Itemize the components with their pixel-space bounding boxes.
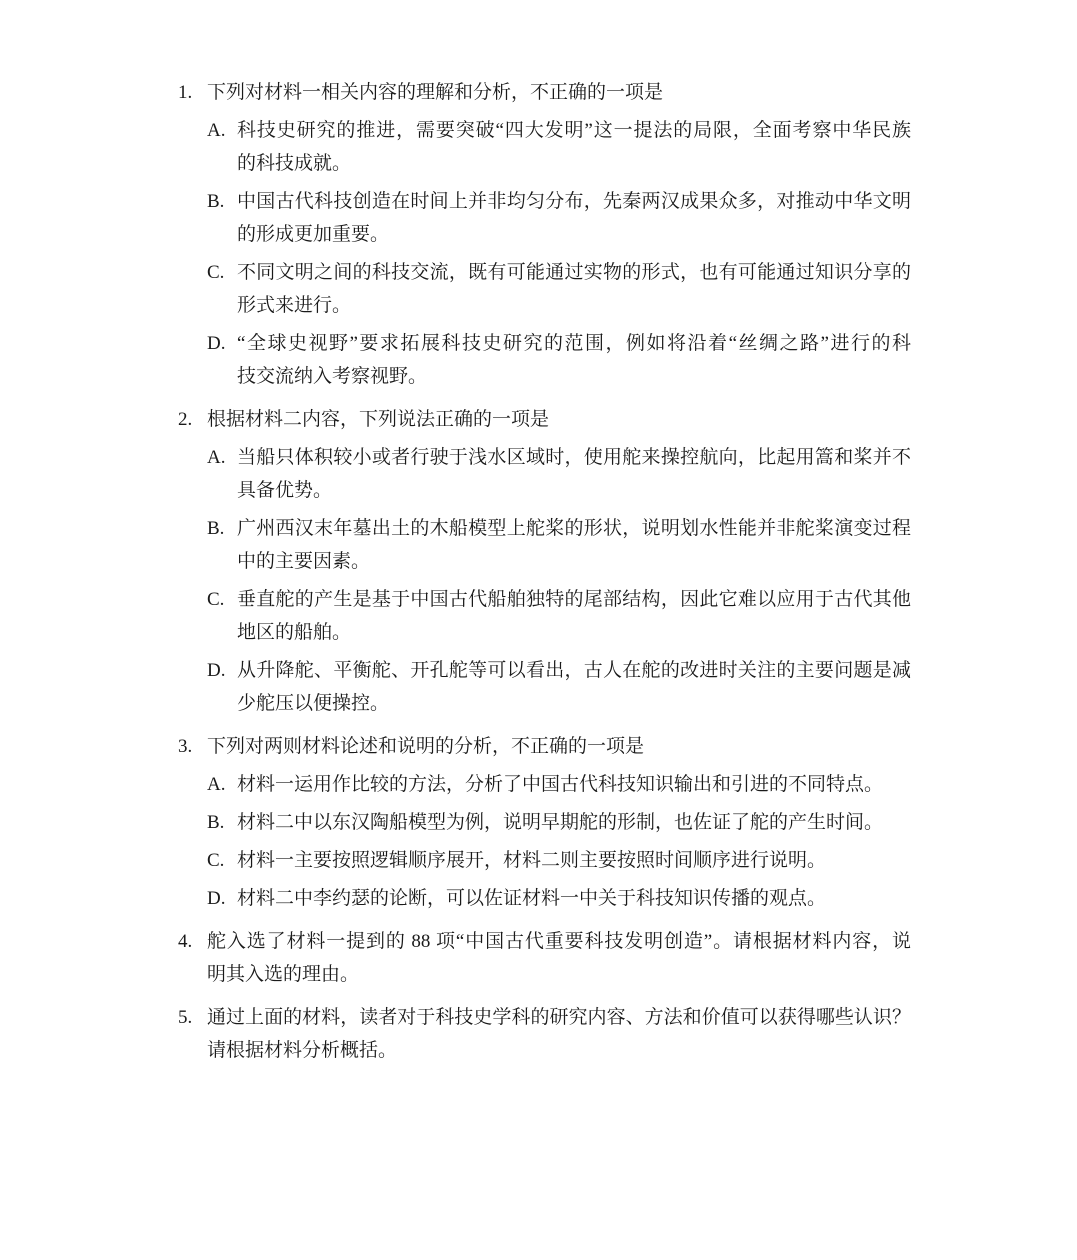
question-2 <box>178 403 911 720</box>
option-text-line: 中国古代科技创造在时间上并非均匀分布，先秦两汉成果众多，对推动中华文明 <box>237 191 911 212</box>
question-5 <box>178 1001 911 1067</box>
option-text <box>237 654 911 720</box>
option-text-line: 中的主要因素。 <box>237 551 371 572</box>
question-number: 2. <box>178 409 193 430</box>
option-text-line: 不同文明之间的科技交流，既有可能通过实物的形式，也有可能通过知识分享的 <box>237 262 911 283</box>
question-2-option-a <box>207 441 911 507</box>
question-3-option-a <box>207 768 911 801</box>
option-letter: B. <box>207 518 225 539</box>
option-text-line: 的形成更加重要。 <box>237 224 390 245</box>
question-stem: 下列对两则材料论述和说明的分析，不正确的一项是 <box>207 736 645 757</box>
question-1-option-a <box>207 114 911 180</box>
option-text-line: 科技史研究的推进，需要突破“四大发明”这一提法的局限，全面考察中华民族 <box>237 120 911 141</box>
option-letter: B. <box>207 191 225 212</box>
question-text-line: 请根据材料分析概括。 <box>207 1040 398 1061</box>
option-text-line: 垂直舵的产生是基于中国古代船舶独特的尾部结构，因此它难以应用于古代其他 <box>237 589 911 610</box>
option-text <box>237 844 911 877</box>
option-text-line: 具备优势。 <box>237 480 333 501</box>
question-1-option-b <box>207 185 911 251</box>
option-text-line: 地区的船舶。 <box>237 622 352 643</box>
option-letter: B. <box>207 812 225 833</box>
question-number: 4. <box>178 931 193 952</box>
option-text <box>237 882 911 915</box>
option-text-line: 当船只体积较小或者行驶于浅水区域时，使用舵来操控航向，比起用篙和桨并不 <box>237 447 911 468</box>
question-text <box>207 925 911 991</box>
option-text <box>237 114 911 180</box>
option-letter: D. <box>207 333 226 354</box>
question-3-option-b <box>207 806 911 839</box>
question-number: 3. <box>178 736 193 757</box>
option-letter: C. <box>207 589 225 610</box>
option-text <box>237 512 911 578</box>
option-text <box>237 185 911 251</box>
option-letter: D. <box>207 660 226 681</box>
option-text-line: 材料一主要按照逻辑顺序展开，材料二则主要按照时间顺序进行说明。 <box>237 850 827 871</box>
question-text-line: 舵入选了材料一提到的 88 项“中国古代重要科技发明创造”。请根据材料内容，说 <box>207 931 911 952</box>
question-stem: 下列对材料一相关内容的理解和分析，不正确的一项是 <box>207 82 664 103</box>
option-text-line: 少舵压以便操控。 <box>237 693 390 714</box>
question-2-option-c <box>207 583 911 649</box>
option-letter: A. <box>207 774 226 795</box>
option-text-line: 形式来进行。 <box>237 295 352 316</box>
option-letter: A. <box>207 120 226 141</box>
option-text <box>237 256 911 322</box>
option-text-line: 的科技成就。 <box>237 153 352 174</box>
question-text-line: 通过上面的材料，读者对于科技史学科的研究内容、方法和价值可以获得哪些认识？ <box>207 1007 911 1028</box>
option-letter: A. <box>207 447 226 468</box>
option-letter: D. <box>207 888 226 909</box>
option-letter: C. <box>207 850 225 871</box>
option-text-line: 材料一运用作比较的方法，分析了中国古代科技知识输出和引进的不同特点。 <box>237 774 884 795</box>
question-text-line: 明其入选的理由。 <box>207 964 360 985</box>
question-2-options <box>207 441 911 720</box>
question-4 <box>178 925 911 991</box>
exam-page <box>178 76 911 1067</box>
option-text <box>237 583 911 649</box>
option-text <box>237 441 911 507</box>
question-2-option-b <box>207 512 911 578</box>
question-number: 1. <box>178 82 193 103</box>
question-1-options <box>207 114 911 393</box>
option-text-line: 广州西汉末年墓出土的木船模型上舵桨的形状，说明划水性能并非舵桨演变过程 <box>237 518 911 539</box>
question-3-option-d <box>207 882 911 915</box>
question-1-option-c <box>207 256 911 322</box>
question-number: 5. <box>178 1007 193 1028</box>
option-text <box>237 327 911 393</box>
question-3 <box>178 730 911 915</box>
question-stem: 根据材料二内容，下列说法正确的一项是 <box>207 409 550 430</box>
question-2-option-d <box>207 654 911 720</box>
question-3-options <box>207 768 911 915</box>
option-text-line: 材料二中李约瑟的论断，可以佐证材料一中关于科技知识传播的观点。 <box>237 888 827 909</box>
option-text <box>237 768 911 801</box>
option-text <box>237 806 911 839</box>
question-1 <box>178 76 911 393</box>
question-1-option-d <box>207 327 911 393</box>
option-text-line: “全球史视野”要求拓展科技史研究的范围，例如将沿着“丝绸之路”进行的科 <box>237 333 911 354</box>
option-text-line: 从升降舵、平衡舵、开孔舵等可以看出，古人在舵的改进时关注的主要问题是减 <box>237 660 911 681</box>
question-3-option-c <box>207 844 911 877</box>
option-letter: C. <box>207 262 225 283</box>
option-text-line: 技交流纳入考察视野。 <box>237 366 428 387</box>
option-text-line: 材料二中以东汉陶船模型为例，说明早期舵的形制，也佐证了舵的产生时间。 <box>237 812 884 833</box>
question-text <box>207 1001 911 1067</box>
